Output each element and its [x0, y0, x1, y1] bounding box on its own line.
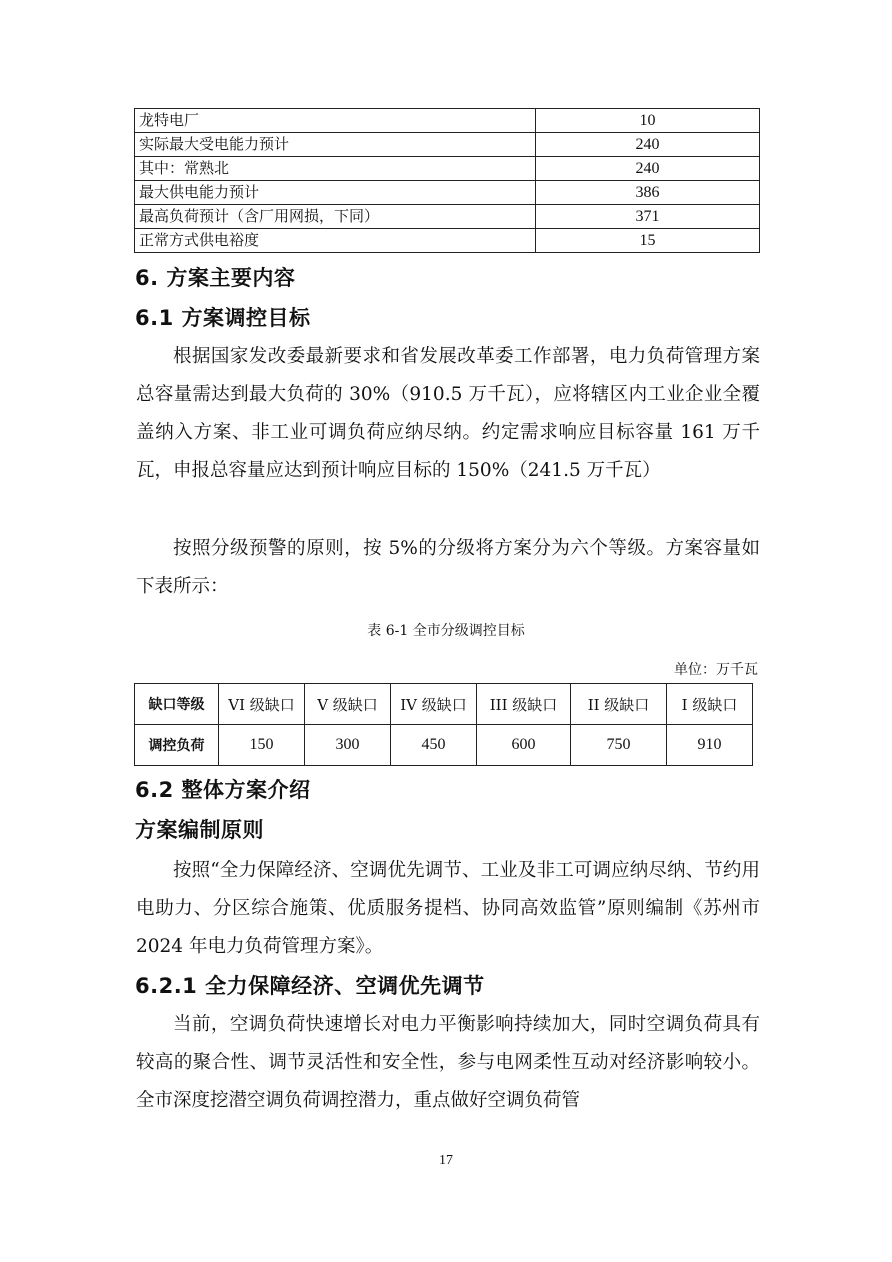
- section-6-1-heading: 6.1 方案调控目标: [135, 306, 311, 330]
- table-row: [135, 181, 760, 205]
- page-number: 17: [439, 1153, 453, 1168]
- table-unit: 单位：万千瓦: [674, 662, 758, 678]
- row-value: 240: [536, 133, 760, 157]
- level-cell: IV 级缺口: [391, 684, 477, 725]
- table-header-row: [135, 684, 753, 725]
- row-label: 最高负荷预计（含厂用网损，下同）: [135, 205, 536, 229]
- table-row: [135, 157, 760, 181]
- table-row: [135, 205, 760, 229]
- value-cell: 300: [305, 725, 391, 766]
- level-table: [134, 683, 753, 766]
- value-cell: 600: [477, 725, 571, 766]
- value-cell: 910: [667, 725, 753, 766]
- table-row: [135, 725, 753, 766]
- row-value: 240: [536, 157, 760, 181]
- table-caption: 表 6-1 全市分级调控目标: [367, 623, 525, 639]
- section-6-2-paragraph: 按照“全力保障经济、空调优先调节、工业及非工可调应纳尽纳、节约用电助力、分区综合施策、优质服务提档、协同高效监管”原则编制《苏州市 2024 年电力负荷管理方案》。: [136, 860, 760, 957]
- row-value: 10: [536, 109, 760, 133]
- row-label: 其中：常熟北: [135, 157, 536, 181]
- section-6-1-paragraph-1: 根据国家发改委最新要求和省发展改革委工作部署，电力负荷管理方案总容量需达到最大负荷的 30%（910.5 万千瓦），应将辖区内工业企业全覆盖纳入方案、非工业可调负荷应纳尽纳。约定需求响应目标容量 161 万千瓦，申报总容量应达到预计响应目标的 150%（241.5 万千瓦）: [136, 346, 760, 481]
- row-label: 最大供电能力预计: [135, 181, 536, 205]
- row-label: 龙特电厂: [135, 109, 536, 133]
- row-label: 实际最大受电能力预计: [135, 133, 536, 157]
- row-label: 正常方式供电裕度: [135, 229, 536, 253]
- section-6-2-1-heading: 6.2.1 全力保障经济、空调优先调节: [135, 974, 485, 998]
- row-label: 调控负荷: [135, 725, 219, 766]
- row-value: 15: [536, 229, 760, 253]
- value-cell: 750: [571, 725, 667, 766]
- section-6-heading: 6. 方案主要内容: [135, 266, 296, 290]
- level-cell: I 级缺口: [667, 684, 753, 725]
- section-6-2-subheading: 方案编制原则: [135, 818, 264, 842]
- level-cell: V 级缺口: [305, 684, 391, 725]
- capacity-table: [134, 108, 760, 253]
- table-row: [135, 133, 760, 157]
- value-cell: 450: [391, 725, 477, 766]
- section-6-2-heading: 6.2 整体方案介绍: [135, 778, 311, 802]
- table-row: [135, 229, 760, 253]
- level-cell: II 级缺口: [571, 684, 667, 725]
- table-row: [135, 109, 760, 133]
- header-label: 缺口等级: [135, 684, 219, 725]
- section-6-1-paragraph-2: 按照分级预警的原则，按 5%的分级将方案分为六个等级。方案容量如下表所示：: [136, 538, 760, 597]
- level-cell: VI 级缺口: [219, 684, 305, 725]
- level-cell: III 级缺口: [477, 684, 571, 725]
- value-cell: 150: [219, 725, 305, 766]
- row-value: 386: [536, 181, 760, 205]
- section-6-2-1-paragraph: 当前，空调负荷快速增长对电力平衡影响持续加大，同时空调负荷具有较高的聚合性、调节灵活性和安全性，参与电网柔性互动对经济影响较小。全市深度挖潜空调负荷调控潜力，重点做好空调负荷管: [136, 1014, 760, 1111]
- row-value: 371: [536, 205, 760, 229]
